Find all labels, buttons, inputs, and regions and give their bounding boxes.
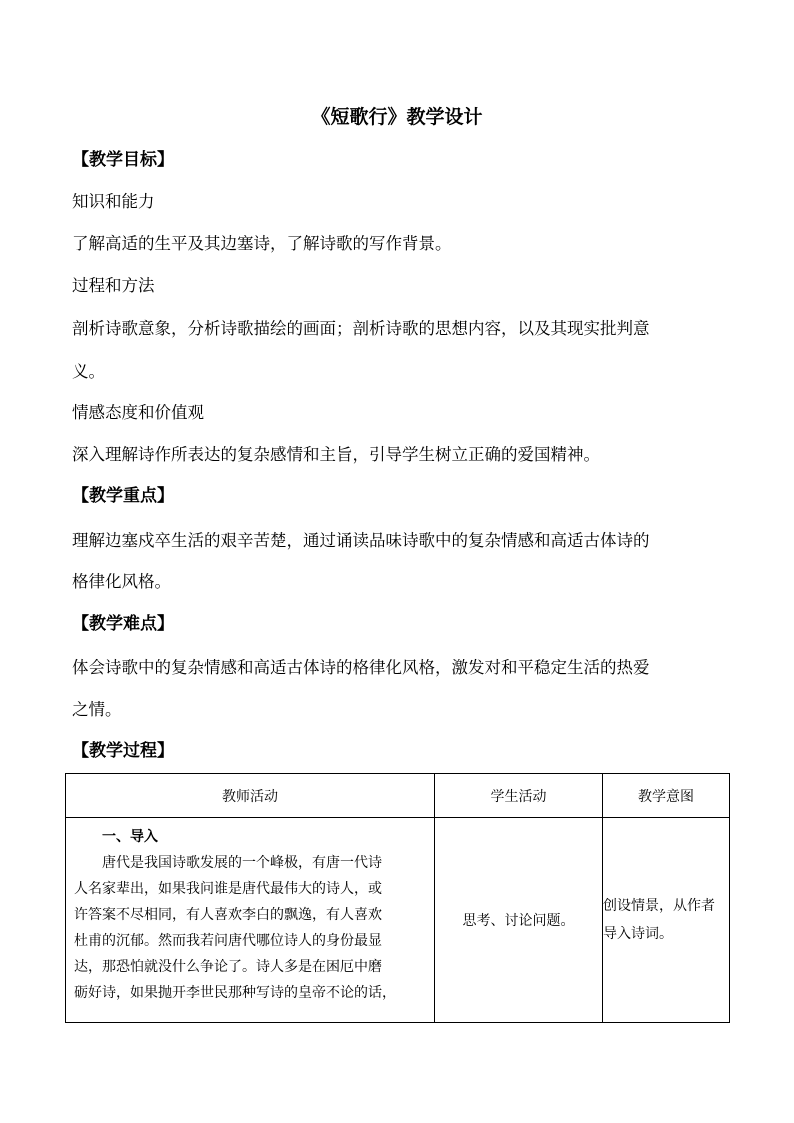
process-heading: 过程和方法 [72,276,155,295]
knowledge-text: 了解高适的生平及其边塞诗，了解诗歌的写作背景。 [72,234,452,253]
key-points-text-line1: 理解边塞戍卒生活的艰辛苦楚，通过诵读品味诗歌中的复杂情感和高适古体诗的 [72,531,650,550]
teaching-intent-cell [603,818,730,1023]
intent-text-line2: 导入诗词。 [603,926,673,942]
process-text-line1: 剖析诗歌意象，分析诗歌描绘的画面；剖析诗歌的思想内容，以及其现实批判意 [72,319,650,338]
objectives-heading: 【教学目标】 [72,150,174,170]
table-row [66,818,730,1023]
intro-heading: 一、导入 [102,829,158,845]
intent-text-line1: 创设情景，从作者 [603,898,715,914]
difficulty-heading: 【教学难点】 [72,614,174,634]
teacher-text-line: 人名家辈出，如果我问谁是唐代最伟大的诗人，或 [74,881,382,897]
student-activity-cell: 思考、讨论问题。 [435,818,603,1023]
table-header-row [66,774,730,818]
emotion-text: 深入理解诗作所表达的复杂感情和主旨，引导学生树立正确的爱国精神。 [72,445,600,464]
teaching-process-table [65,773,730,1023]
teacher-text-line: 唐代是我国诗歌发展的一个峰极，有唐一代诗 [102,855,382,871]
process-text-line2: 义。 [72,362,105,381]
header-teaching-intent: 教学意图 [603,774,730,818]
difficulty-text-line1: 体会诗歌中的复杂情感和高适古体诗的格律化风格，激发对和平稳定生活的热爱 [72,658,650,677]
teacher-text-line: 达，那恐怕就没什么争论了。诗人多是在困厄中磨 [74,959,382,975]
procedure-heading: 【教学过程】 [72,741,174,761]
header-teacher-activity: 教师活动 [66,774,435,818]
teacher-activity-cell [66,818,435,1023]
emotion-heading: 情感态度和价值观 [72,403,204,422]
header-student-activity: 学生活动 [435,774,603,818]
teacher-text-line: 砺好诗，如果抛开李世民那种写诗的皇帝不论的话， [74,985,396,1001]
teacher-text-line: 杜甫的沉郁。然而我若问唐代哪位诗人的身份最显 [74,933,382,949]
key-points-text-line2: 格律化风格。 [72,572,171,591]
knowledge-heading: 知识和能力 [72,192,155,211]
key-points-heading: 【教学重点】 [72,486,174,506]
teacher-text-line: 许答案不尽相同，有人喜欢李白的飘逸，有人喜欢 [74,907,382,923]
difficulty-text-line2: 之情。 [72,700,122,719]
document-title: 《短歌行》教学设计 [311,106,483,128]
